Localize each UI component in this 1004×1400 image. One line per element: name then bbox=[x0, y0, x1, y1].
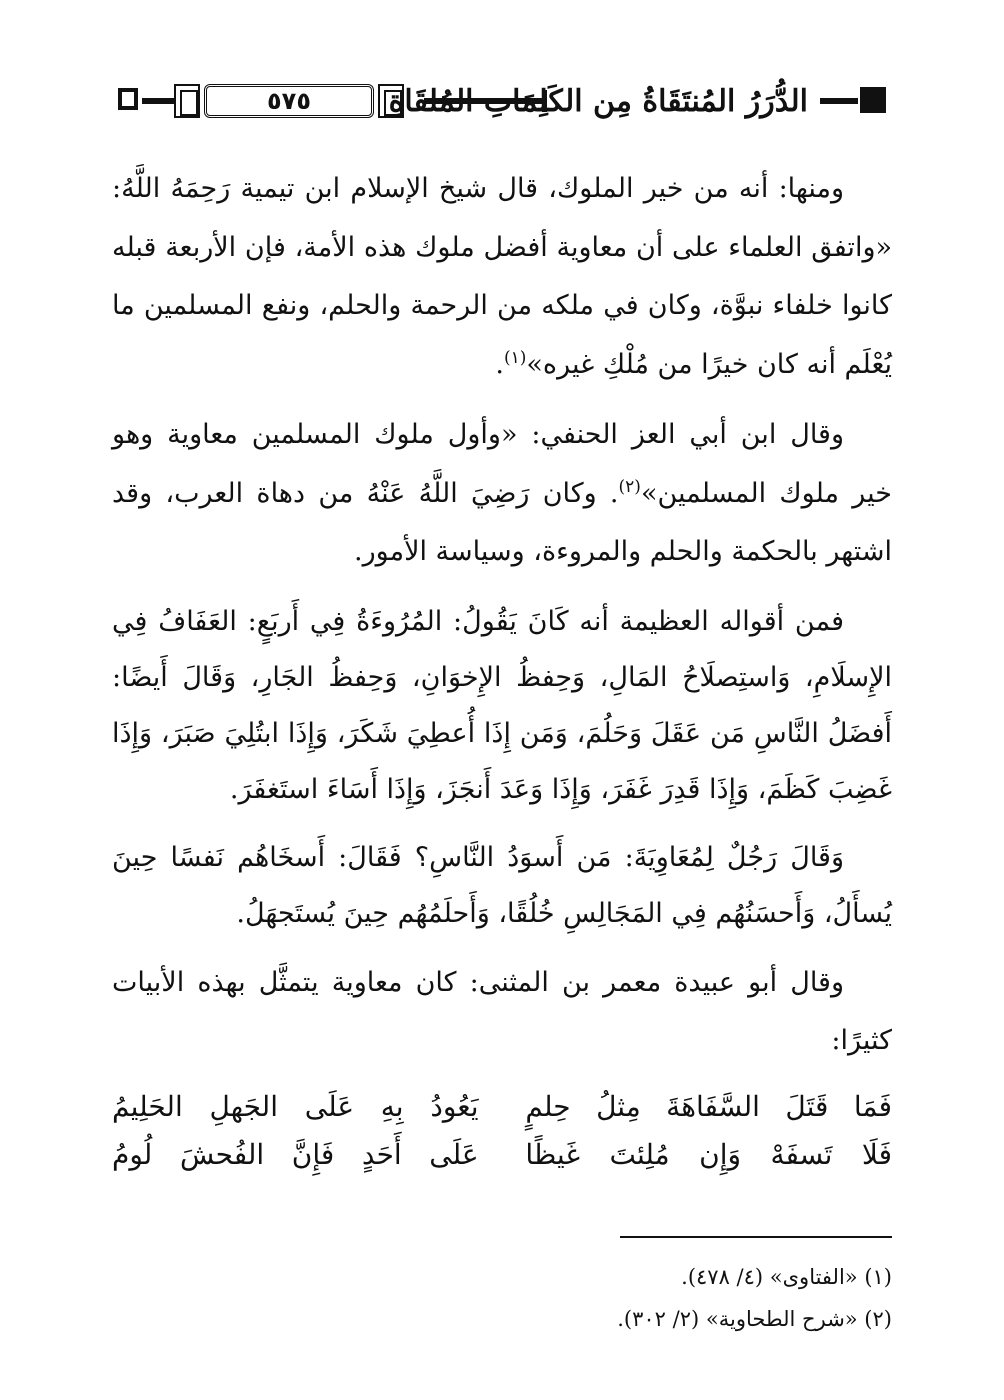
page-body bbox=[112, 160, 892, 1179]
paragraph: ومنها: أنه من خير الملوك، قال شيخ الإسلام ابن تيمية رَحِمَهُ اللَّهُ: «واتفق العلماء على أن معاوية أفضل ملوك هذه الأمة، فإن الأربعة قبله كانوا خلفاء نبوَّة، وكان في ملكه من الرحمة والحلم، ونفع المسلمين ما يُعْلَم أنه كان خيرًا من مُلْكِ غيره»$^{(١)}$. bbox=[112, 173, 892, 380]
paragraph: فمن أقواله العظيمة أنه كَانَ يَقُولُ: المُرُوءَةُ فِي أَربَعٍ: العَفَافُ فِي الإِسلَامِ، وَاستِصلَاحُ المَالِ، وَحِفظُ الإِخوَانِ، وَحِفظُ الجَارِ، وَقَالَ أَيضًا: أَفضَلُ النَّاسِ مَن عَقَلَ وَحَلُمَ، وَمَن إِذَا أُعطِيَ شَكَرَ، وَإِذَا ابتُلِيَ صَبَرَ، وَإِذَا غَضِبَ كَظَمَ، وَإِذَا قَدِرَ غَفَرَ، وَإِذَا وَعَدَ أَنجَزَ، وَإِذَا أَسَاءَ استَغفَرَ. bbox=[112, 605, 892, 805]
poem-verse bbox=[112, 1083, 892, 1131]
footnote: (١) «الفتاوى» (٤/ ٤٧٨). bbox=[681, 1265, 892, 1289]
paragraph: وقال ابن أبي العز الحنفي: «وأول ملوك المسلمين معاوية وهو خير ملوك المسلمين»$^{(٢)}$. وكان رَضِيَ اللَّهُ عَنْهُ من دهاة العرب، وقد اشتهر بالحكمة والحلم والمروءة، وسياسة الأمور. bbox=[112, 419, 892, 567]
header-rule bbox=[142, 98, 174, 104]
verse-second-hemistich: يَعُودُ بِهِ عَلَى الجَهلِ الحَلِيمُ bbox=[112, 1089, 479, 1123]
page-number: ٥٧٥ bbox=[267, 87, 311, 115]
footnote-ref: (١) bbox=[503, 347, 527, 368]
paragraph: وَقَالَ رَجُلٌ لِمُعَاوِيَةَ: مَن أَسوَدُ النَّاسِ؟ فَقَالَ: أَسخَاهُم نَفسًا حِينَ يُسأَلُ، وَأَحسَنُهُم فِي المَجَالِسِ خُلُقًا، وَأَحلَمُهُم حِينَ يُستَجهَلُ. bbox=[112, 841, 892, 929]
footnote: (٢) «شرح الطحاوية» (٢/ ٣٠٢). bbox=[617, 1307, 892, 1331]
filled-square-icon bbox=[860, 87, 886, 113]
footnotes bbox=[112, 1256, 892, 1340]
paragraph: وقال أبو عبيدة معمر بن المثنى: كان معاوية يتمثَّل بهذه الأبيات كثيرًا: bbox=[112, 966, 892, 1056]
frame-ornament-icon bbox=[174, 84, 200, 118]
book-title: الدُّرَرُ المُنتَقَاةُ مِن الكَلِمَاتِ المُلقَاةِ bbox=[388, 84, 808, 119]
page-number-box bbox=[204, 84, 374, 118]
page-header bbox=[112, 78, 892, 126]
poem bbox=[112, 1083, 892, 1179]
header-rule bbox=[820, 98, 858, 104]
verse-first-hemistich: فَمَا قَتَلَ السَّفَاهَةَ مِثلُ حِلمٍ bbox=[525, 1089, 892, 1123]
verse-first-hemistich: فَلَا تَسفَهْ وَإِن مُلِئتَ غَيظًا bbox=[525, 1137, 892, 1171]
footnote-ref: (٢) bbox=[618, 476, 641, 497]
poem-verse bbox=[112, 1131, 892, 1179]
verse-second-hemistich: عَلَى أَحَدٍ فَإِنَّ الفُحشَ لُومُ bbox=[112, 1137, 479, 1171]
footnote-separator bbox=[620, 1236, 892, 1238]
square-ornament-icon bbox=[118, 88, 138, 110]
